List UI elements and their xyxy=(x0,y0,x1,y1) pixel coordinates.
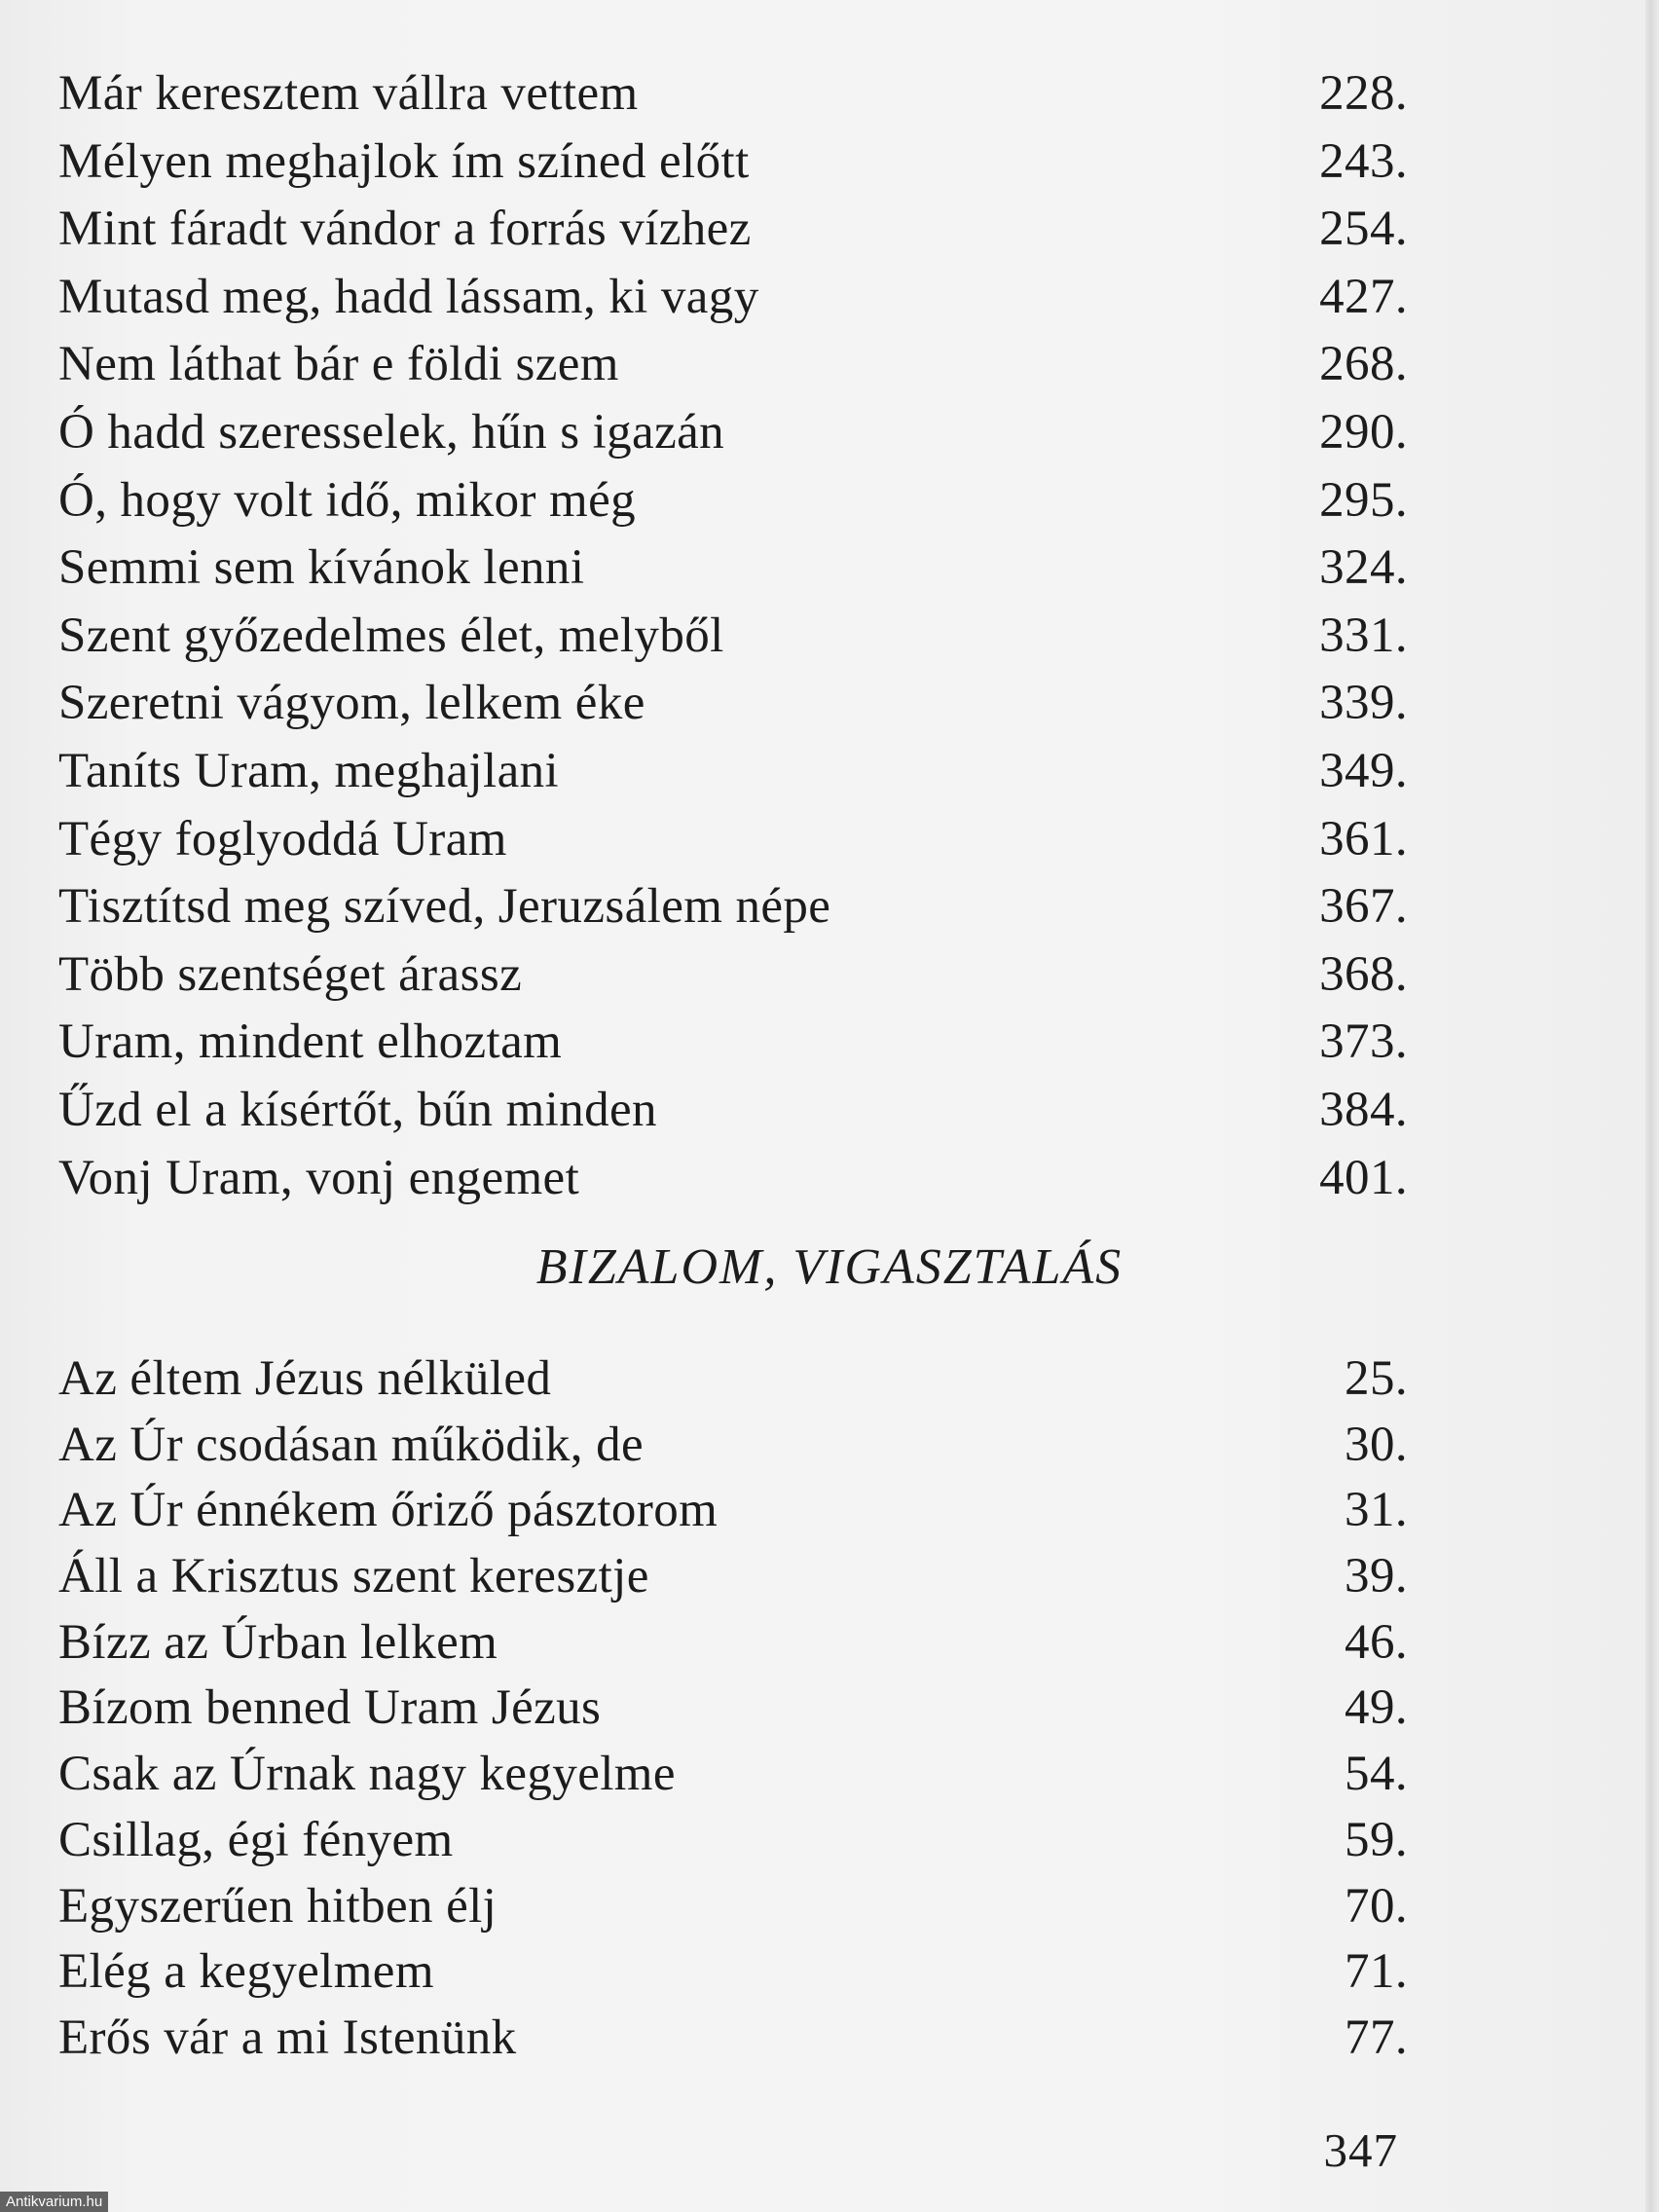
entry-page-number: 30. xyxy=(1345,1417,1408,1472)
entry-title: Taníts Uram, meghajlani xyxy=(58,743,560,798)
entry-page-number: 368. xyxy=(1319,946,1408,1002)
entry-page-number: 373. xyxy=(1319,1014,1408,1070)
entry-title: Elég a kegyelmem xyxy=(58,1944,434,2000)
index-entry xyxy=(55,603,1408,671)
entry-page-number: 46. xyxy=(1345,1614,1408,1670)
entry-page-number: 77. xyxy=(1345,2009,1408,2065)
index-entry xyxy=(55,670,1408,738)
index-entry xyxy=(55,1610,1408,1677)
index-entry xyxy=(55,1874,1408,1940)
entry-title: Szeretni vágyom, lelkem éke xyxy=(58,676,645,731)
index-entry xyxy=(55,873,1408,941)
index-entry xyxy=(55,1346,1408,1413)
entry-title: Mélyen meghajlok ím színed előtt xyxy=(58,133,750,189)
index-entry xyxy=(55,1009,1408,1077)
entry-title: Egyszerűen hitben élj xyxy=(58,1878,498,1934)
entry-page-number: 59. xyxy=(1345,1812,1408,1867)
entry-title: Ó hadd szeresselek, hűn s igazán xyxy=(58,404,725,460)
index-entry xyxy=(55,1478,1408,1544)
entry-page-number: 339. xyxy=(1319,676,1408,731)
entry-title: Mint fáradt vándor a forrás vízhez xyxy=(58,202,752,257)
entry-page-number: 70. xyxy=(1345,1878,1408,1934)
page-number: 347 xyxy=(1323,2123,1398,2177)
index-entry xyxy=(55,1077,1408,1145)
index-entry xyxy=(55,941,1408,1010)
index-entry xyxy=(55,264,1408,332)
entry-title: Már keresztem vállra vettem xyxy=(58,66,639,121)
index-entry xyxy=(55,1544,1408,1610)
entry-title: Áll a Krisztus szent keresztje xyxy=(58,1549,649,1604)
index-entry xyxy=(55,738,1408,806)
index-entry xyxy=(55,1742,1408,1808)
entry-page-number: 71. xyxy=(1345,1944,1408,2000)
entry-page-number: 324. xyxy=(1319,540,1408,596)
entry-page-number: 254. xyxy=(1319,202,1408,257)
entry-page-number: 54. xyxy=(1345,1747,1408,1802)
entry-title: Több szentséget árassz xyxy=(58,946,523,1002)
entry-title: Nem láthat bár e földi szem xyxy=(58,337,619,392)
entry-page-number: 49. xyxy=(1345,1680,1408,1736)
entry-page-number: 290. xyxy=(1319,404,1408,460)
index-entry xyxy=(55,535,1408,603)
index-entry xyxy=(55,331,1408,399)
entry-title: Szent győzedelmes élet, melyből xyxy=(58,608,724,663)
entry-title: Erős vár a mi Istenünk xyxy=(58,2009,517,2065)
entry-page-number: 349. xyxy=(1319,743,1408,798)
index-entry xyxy=(55,129,1408,197)
entry-title: Csillag, égi fényem xyxy=(58,1812,454,1867)
entry-title: Űzd el a kísértőt, bűn minden xyxy=(58,1082,657,1137)
entry-page-number: 367. xyxy=(1319,879,1408,935)
index-entry xyxy=(55,60,1408,129)
index-section-1 xyxy=(55,60,1408,1212)
index-entry xyxy=(55,806,1408,874)
entry-title: Bízom benned Uram Jézus xyxy=(58,1680,602,1736)
entry-page-number: 295. xyxy=(1319,472,1408,528)
index-entry xyxy=(55,196,1408,264)
entry-page-number: 384. xyxy=(1319,1082,1408,1137)
entry-title: Semmi sem kívánok lenni xyxy=(58,540,585,596)
index-entry xyxy=(55,1939,1408,2006)
entry-title: Az Úr csodásan működik, de xyxy=(58,1417,645,1472)
entry-page-number: 39. xyxy=(1345,1549,1408,1604)
entry-page-number: 268. xyxy=(1319,337,1408,392)
entry-page-number: 25. xyxy=(1345,1351,1408,1406)
entry-page-number: 361. xyxy=(1319,811,1408,866)
entry-title: Bízz az Úrban lelkem xyxy=(58,1614,498,1670)
entry-title: Vonj Uram, vonj engemet xyxy=(58,1150,580,1205)
entry-page-number: 401. xyxy=(1319,1150,1408,1205)
index-entry xyxy=(55,1413,1408,1479)
entry-page-number: 228. xyxy=(1319,66,1408,121)
entry-title: Az Úr énnékem őriző pásztorom xyxy=(58,1483,719,1538)
entry-page-number: 31. xyxy=(1345,1483,1408,1538)
entry-title: Ó, hogy volt idő, mikor még xyxy=(58,472,637,528)
watermark: Antikvarium.hu xyxy=(0,2192,108,2212)
page-edge xyxy=(1645,0,1659,2212)
section-heading: BIZALOM, VIGASZTALÁS xyxy=(535,1239,1124,1295)
entry-title: Csak az Úrnak nagy kegyelme xyxy=(58,1747,676,1802)
index-entry xyxy=(55,467,1408,535)
index-entry xyxy=(55,399,1408,467)
index-entry xyxy=(55,2006,1408,2072)
entry-page-number: 331. xyxy=(1319,608,1408,663)
index-entry xyxy=(55,1808,1408,1874)
index-section-2 xyxy=(55,1346,1408,2072)
index-entry xyxy=(55,1676,1408,1742)
entry-page-number: 243. xyxy=(1319,133,1408,189)
entry-page-number: 427. xyxy=(1319,269,1408,324)
index-entry xyxy=(55,1145,1408,1213)
entry-title: Az éltem Jézus nélküled xyxy=(58,1351,552,1406)
entry-title: Tégy foglyoddá Uram xyxy=(58,811,507,866)
entry-title: Mutasd meg, hadd lássam, ki vagy xyxy=(58,269,759,324)
entry-title: Tisztítsd meg szíved, Jeruzsálem népe xyxy=(58,879,831,935)
entry-title: Uram, mindent elhoztam xyxy=(58,1014,563,1070)
